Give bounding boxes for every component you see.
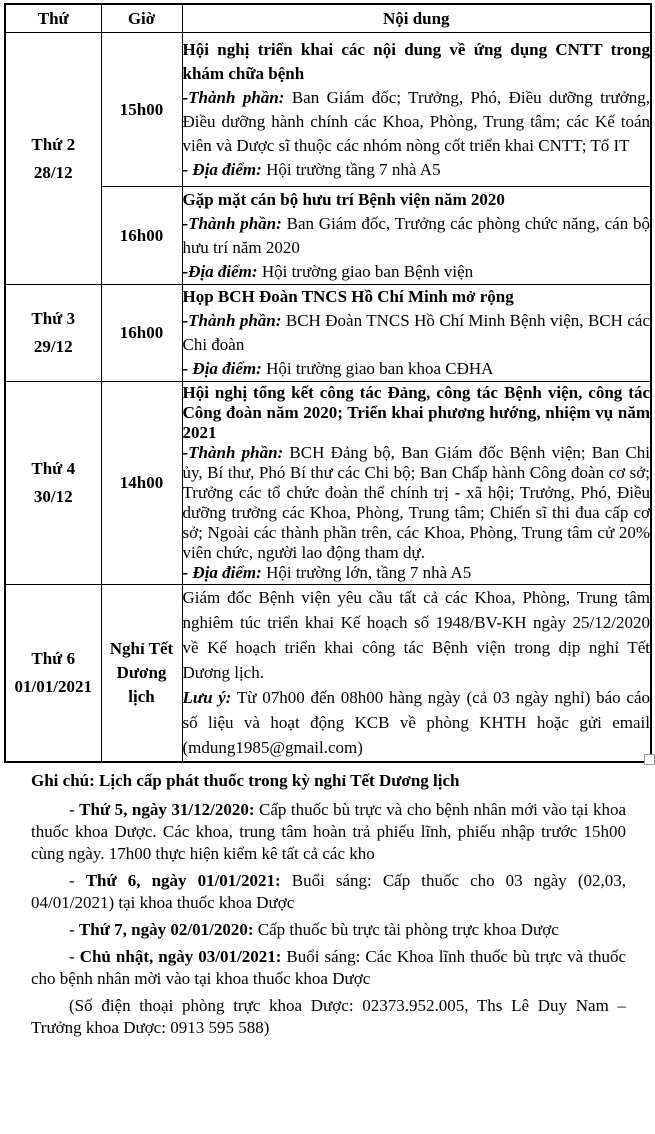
- text-run: Thứ 5, ngày 31/12/2020:: [79, 800, 255, 819]
- content-cell: [182, 187, 651, 285]
- text-run: (Số điện thoại phòng trực khoa Dược: 02373.952.005, Ths Lê Duy Nam – Trưởng khoa Dược: 0913 595 588): [31, 996, 626, 1037]
- paragraph: [183, 383, 651, 443]
- time-cell: 16h00: [101, 187, 182, 285]
- text-run: -: [69, 947, 80, 966]
- content-cell: [182, 585, 651, 762]
- notes-section: [31, 770, 626, 1044]
- text-run: -: [69, 800, 80, 819]
- content-cell: [182, 33, 651, 187]
- text-run: Chủ nhật, ngày 03/01/2021:: [79, 947, 282, 966]
- text-run: - Địa điểm:: [182, 563, 262, 582]
- text-run: Hội trường giao ban Bệnh viện: [257, 261, 474, 281]
- table-row: [5, 187, 651, 285]
- col-header-day: Thứ: [5, 4, 101, 33]
- notes-title: Ghi chú: Lịch cấp phát thuốc trong kỳ nghỉ Tết Dương lịch: [31, 771, 460, 790]
- date-label: 29/12: [33, 337, 73, 356]
- text-run: Hội nghị tổng kết công tác Đảng, công tác Bệnh viện, công tác Công đoàn năm 2020; Triển khai phương hướng, nhiệm vụ năm 2021: [182, 383, 650, 442]
- day-cell-mon: [5, 33, 101, 285]
- schedule-table: [4, 3, 652, 763]
- table-resize-handle[interactable]: [644, 754, 655, 765]
- text-run: -Thành phần:: [182, 311, 282, 330]
- time-cell: 16h00: [101, 285, 182, 382]
- paragraph: [183, 585, 651, 685]
- paragraph: [31, 870, 626, 914]
- date-label: 30/12: [33, 487, 73, 506]
- text-run: Hội trường tầng 7 nhà A5: [261, 159, 441, 179]
- text-run: Từ 07h00 đến 08h00 hàng ngày (cả 03 ngày nghỉ) báo cáo số liệu và hoạt động KCB về phòng KHTH hoặc gửi email (mdung1985@gmail.com): [182, 688, 650, 758]
- text-run: - Địa điểm:: [182, 159, 262, 179]
- text-run: -Thành phần:: [182, 87, 285, 107]
- paragraph: [183, 86, 651, 158]
- text-run: Họp BCH Đoàn TNCS Hồ Chí Minh mở rộng: [182, 287, 514, 306]
- time-cell-holiday: Nghỉ Tết Dương lịch: [101, 585, 182, 762]
- text-run: -: [69, 920, 79, 939]
- text-run: Hội nghị triển khai các nội dung về ứng dụng CNTT trong khám chữa bệnh: [182, 39, 650, 83]
- text-run: - Địa điểm:: [182, 359, 262, 378]
- paragraph: [183, 38, 651, 86]
- text-run: BCH Đảng bộ, Ban Giám đốc Bệnh viện; Ban Chi ủy, Bí thư, Phó Bí thư các Chi bộ; Ban Chấp hành Công đoàn cơ sở; Trưởng các tổ chức đoàn thể chính trị - xã hội; Trưởng, Phó, Điều dưỡng trưởng các Khoa, Phòng, Trung tâm; Chiến sĩ thi đua cấp cơ sở; Ngoài các thành phần trên, các Khoa, Phòng, Trung tâm cử 20% viên chức, người lao động tham dự.: [182, 443, 650, 562]
- text-run: BCH Đoàn TNCS Hồ Chí Minh Bệnh viện, BCH các Chi đoàn: [182, 311, 650, 354]
- paragraph: [183, 357, 651, 381]
- table-row: [5, 585, 651, 762]
- text-run: Hội trường lớn, tầng 7 nhà A5: [261, 563, 472, 582]
- notes-list: [31, 799, 626, 1039]
- paragraph: [183, 260, 651, 284]
- col-header-content: Nội dung: [182, 4, 651, 33]
- text-run: Thứ 6, ngày 01/01/2021:: [85, 871, 281, 890]
- paragraph: [183, 285, 651, 309]
- date-label: 01/01/2021: [14, 676, 92, 696]
- text-run: Cấp thuốc bù trực và cho bệnh nhân mới vào tại khoa thuốc khoa Dược. Các khoa, trung tâm hoàn trả phiếu lĩnh, phiếu nhập trước 15h00 cùng ngày. 17h00 thực hiện kiểm kê tất cả các kho: [31, 800, 626, 863]
- table-row: [5, 382, 651, 585]
- text-run: -Địa điểm:: [182, 261, 258, 281]
- text-run: Giám đốc Bệnh viện yêu cầu tất cả các Khoa, Phòng, Trung tâm nghiêm túc triển khai Kế hoạch số 1948/BV-KH ngày 25/12/2020 về Kế hoạch triển khai công tác Bệnh viện trong dịp nghỉ Tết Dương lịch.: [182, 588, 650, 683]
- day-cell-tue: [5, 285, 101, 382]
- date-label: 28/12: [33, 162, 73, 182]
- text-run: Ban Giám đốc; Trưởng, Phó, Điều dưỡng trưởng, Điều dưỡng hành chính các Khoa, Phòng, Trung tâm; các Kế toán viên và Dược sĩ thuộc các nhóm nòng cốt triển khai CNTT; Tổ IT: [182, 87, 651, 155]
- paragraph: [183, 563, 651, 583]
- paragraph: [183, 158, 651, 182]
- paragraph: [183, 309, 651, 357]
- text-run: Buổi sáng: Cấp thuốc cho 03 ngày (02,03, 04/01/2021) tại khoa thuốc khoa Dược: [31, 871, 626, 912]
- paragraph: [31, 995, 626, 1039]
- paragraph: [183, 443, 651, 563]
- text-run: Ban Giám đốc, Trưởng các phòng chức năng, cán bộ hưu trí năm 2020: [182, 213, 650, 257]
- day-label: Thứ 3: [31, 309, 76, 328]
- paragraph: [183, 188, 651, 212]
- text-run: Cấp thuốc bù trực tài phòng trực khoa Dược: [253, 920, 559, 939]
- day-label: Thứ 6: [31, 648, 76, 668]
- table-row: [5, 285, 651, 382]
- content-cell: [182, 382, 651, 585]
- text-run: Hội trường giao ban khoa CĐHA: [261, 359, 494, 378]
- text-run: Thứ 7, ngày 02/01/2020:: [78, 920, 254, 939]
- text-run: Gặp mặt cán bộ hưu trí Bệnh viện năm 2020: [182, 189, 505, 209]
- day-cell-wed: [5, 382, 101, 585]
- paragraph: [31, 946, 626, 990]
- day-cell-fri: [5, 585, 101, 762]
- col-header-time: Giờ: [101, 4, 182, 33]
- text-run: -Thành phần:: [182, 443, 284, 462]
- text-run: Buổi sáng: Các Khoa lĩnh thuốc bù trực và thuốc cho bệnh nhân mời vào tại khoa thuốc khoa Dược: [31, 947, 626, 988]
- text-run: -Thành phần:: [182, 213, 282, 233]
- paragraph: [183, 685, 651, 760]
- time-cell: 15h00: [101, 33, 182, 187]
- paragraph: [183, 212, 651, 260]
- paragraph: [31, 799, 626, 865]
- day-label: Thứ 4: [31, 459, 76, 478]
- paragraph: [31, 919, 626, 941]
- text-run: -: [69, 871, 86, 890]
- table-row: [5, 33, 651, 187]
- text-run: Lưu ý:: [182, 688, 232, 708]
- day-label: Thứ 2: [31, 134, 76, 154]
- table-header-row: [5, 4, 651, 33]
- content-cell: [182, 285, 651, 382]
- time-cell: 14h00: [101, 382, 182, 585]
